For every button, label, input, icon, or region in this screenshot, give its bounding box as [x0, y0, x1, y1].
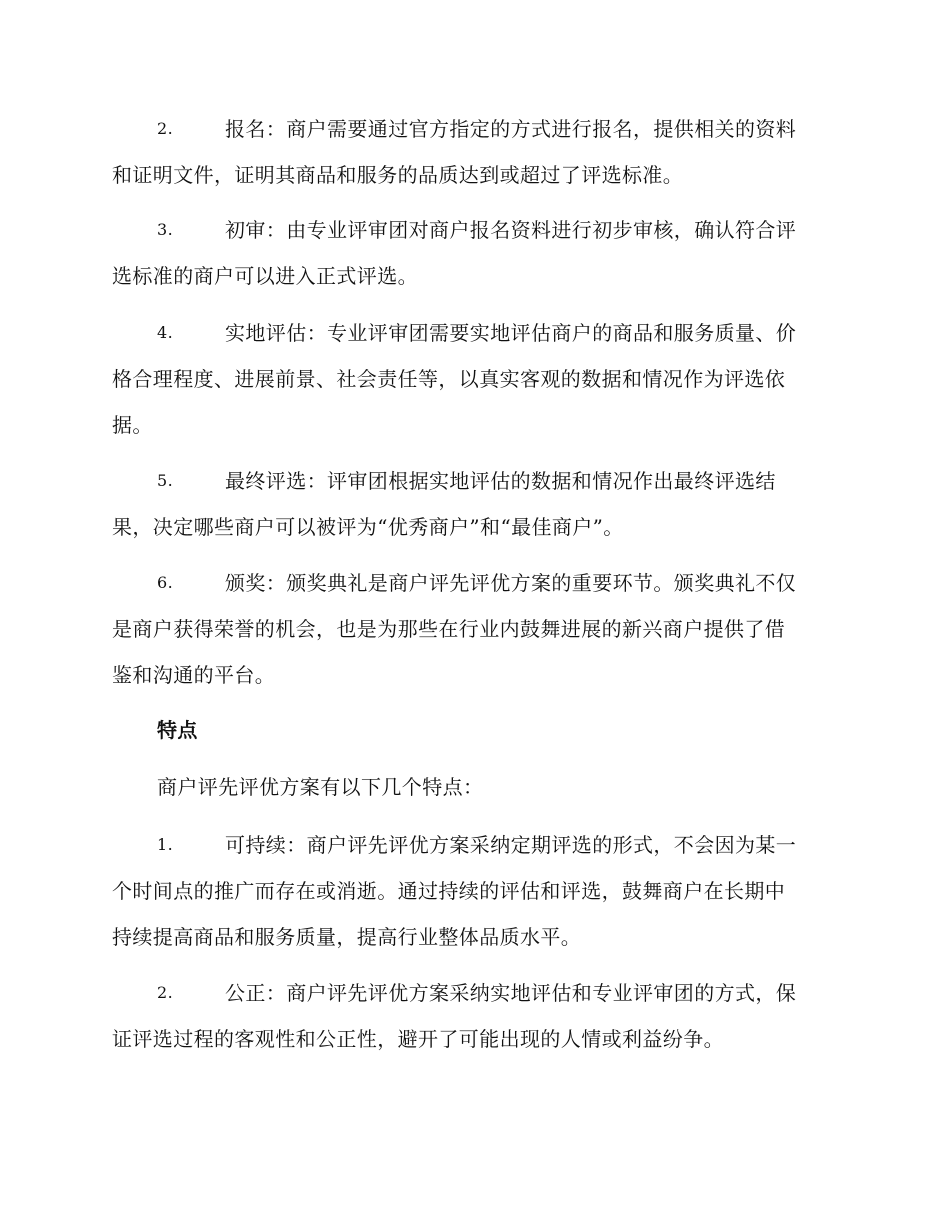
section-heading: 特点	[157, 718, 198, 742]
list-text-line: 选标准的商户可以进入正式评选。	[112, 264, 418, 288]
list-text-line: 是商户获得荣誉的机会，也是为那些在行业内鼓舞进展的新兴商户提供了借	[112, 617, 786, 641]
list-number: 5.	[157, 471, 174, 490]
list-text-line: 和证明文件，证明其商品和服务的品质达到或超过了评选标准。	[112, 163, 684, 187]
section-heading-block	[112, 707, 836, 753]
list-text-line: 最终评选：评审团根据实地评估的数据和情况作出最终评选结	[225, 469, 776, 493]
list-text-line: 格合理程度、进展前景、社会责任等，以真实客观的数据和情况作为评选依	[112, 367, 786, 391]
list-item-3	[112, 207, 836, 299]
feature-item-1	[112, 822, 836, 960]
list-text-line: 证评选过程的客观性和公正性，避开了可能出现的人情或利益纷争。	[112, 1027, 724, 1051]
list-number: 1.	[157, 835, 174, 854]
list-text-line: 据。	[112, 413, 153, 437]
list-number: 3.	[157, 220, 174, 239]
list-text-line: 持续提高商品和服务质量，提高行业整体品质水平。	[112, 925, 582, 949]
section-intro: 商户评先评优方案有以下几个特点：	[157, 775, 484, 799]
list-number: 4.	[157, 323, 174, 342]
list-text-line: 果，决定哪些商户可以被评为“优秀商户”和“最佳商户”。	[112, 515, 624, 539]
section-intro-block	[112, 764, 836, 810]
list-text-line: 初审：由专业评审团对商户报名资料进行初步审核，确认符合评	[225, 218, 797, 242]
list-number: 6.	[157, 573, 174, 592]
list-item-2	[112, 106, 836, 198]
list-item-6	[112, 560, 836, 698]
feature-item-2	[112, 970, 836, 1062]
list-text-line: 可持续：商户评先评优方案采纳定期评选的形式，不会因为某一	[225, 833, 797, 857]
list-text-line: 个时间点的推广而存在或消逝。通过持续的评估和评选，鼓舞商户在长期中	[112, 879, 786, 903]
list-text-line: 颁奖：颁奖典礼是商户评先评优方案的重要环节。颁奖典礼不仅	[225, 571, 797, 595]
list-item-4	[112, 310, 836, 448]
list-text-line: 报名：商户需要通过官方指定的方式进行报名，提供相关的资料	[225, 117, 797, 141]
list-item-5	[112, 458, 836, 550]
list-text-line: 鉴和沟通的平台。	[112, 663, 276, 687]
list-number: 2.	[157, 983, 174, 1002]
list-text-line: 公正：商户评先评优方案采纳实地评估和专业评审团的方式，保	[225, 981, 797, 1005]
list-text-line: 实地评估：专业评审团需要实地评估商户的商品和服务质量、价	[225, 321, 797, 345]
list-number: 2.	[157, 119, 174, 138]
